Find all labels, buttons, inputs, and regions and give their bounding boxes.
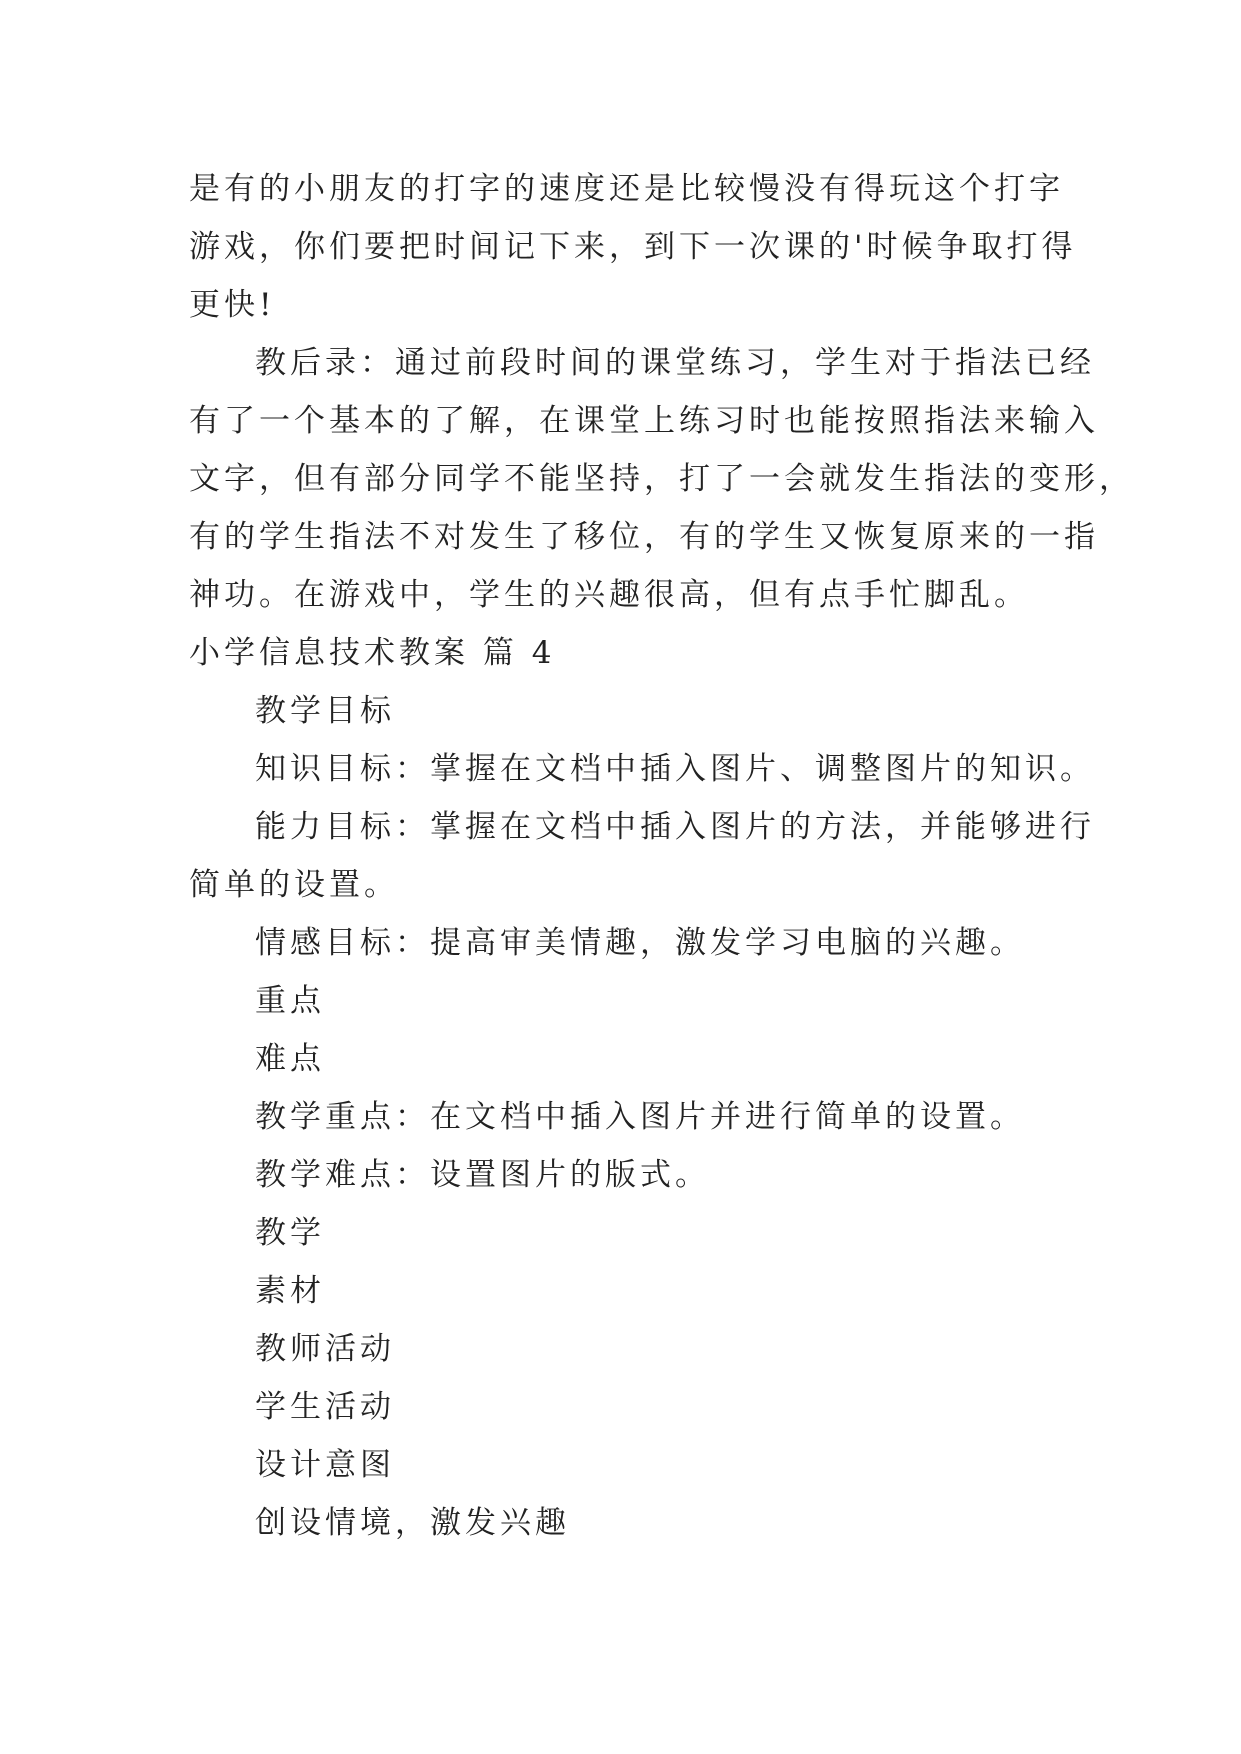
paragraph-typing-game	[189, 160, 1077, 334]
emotion-goal: 情感目标：提高审美情趣，激发学习电脑的兴趣。	[255, 925, 1025, 961]
knowledge-goal: 知识目标：掌握在文档中插入图片、调整图片的知识。	[255, 751, 1095, 787]
key-point-label: 重点	[255, 983, 325, 1019]
text-line: 能力目标：掌握在文档中插入图片的方法，并能够进行	[255, 809, 1095, 845]
text-line: 游戏，你们要把时间记下来，到下一次课的'时候争取打得	[189, 229, 1077, 265]
document-body	[189, 160, 1134, 1552]
text-line: 有了一个基本的了解，在课堂上练习时也能按照指法来输入	[189, 403, 1099, 439]
text-line: 教后录：通过前段时间的课堂练习，学生对于指法已经	[255, 345, 1095, 381]
teaching-difficulty: 教学难点：设置图片的版式。	[255, 1157, 710, 1193]
difficulty-label: 难点	[255, 1041, 325, 1077]
ability-goal	[189, 798, 1095, 914]
section-title: 小学信息技术教案 篇 4	[189, 635, 556, 671]
material-label: 素材	[255, 1273, 325, 1309]
teaching-label: 教学	[255, 1215, 325, 1251]
text-line: 文字，但有部分同学不能坚持，打了一会就发生指法的变形，	[189, 461, 1134, 497]
text-line: 更快!	[189, 287, 276, 323]
text-line: 简单的设置。	[189, 867, 399, 903]
teaching-key-point: 教学重点：在文档中插入图片并进行简单的设置。	[255, 1099, 1025, 1135]
student-activity-label: 学生活动	[255, 1389, 395, 1425]
design-intent-label: 设计意图	[255, 1447, 395, 1483]
create-situation-label: 创设情境，激发兴趣	[255, 1505, 570, 1541]
text-line: 神功。在游戏中，学生的兴趣很高，但有点手忙脚乱。	[189, 577, 1029, 613]
text-line: 有的学生指法不对发生了移位，有的学生又恢复原来的一指	[189, 519, 1099, 555]
teaching-goals-heading: 教学目标	[255, 693, 395, 729]
teacher-activity-label: 教师活动	[255, 1331, 395, 1367]
text-line: 是有的小朋友的打字的速度还是比较慢没有得玩这个打字	[189, 171, 1064, 207]
paragraph-teaching-reflection	[189, 334, 1134, 624]
